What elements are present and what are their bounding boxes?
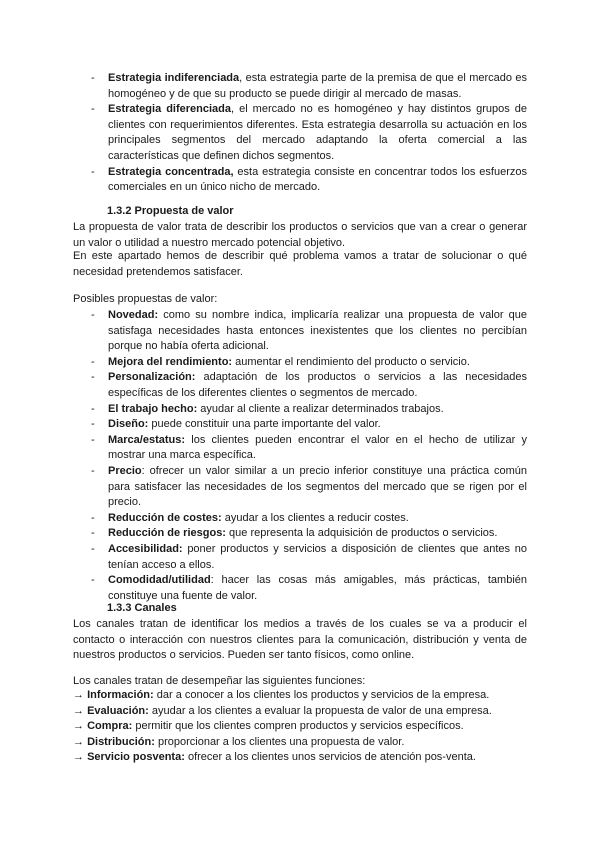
channels-paragraph-1: Los canales tratan de identificar los medios a través de los cuales se va a producir el contacto o interacción con nuestros clientes para la comunicación, distribución y venta de nuestros productos o servicios. Pueden ser tanto físicos, como online. [73,618,527,662]
list-item: - El trabajo hecho: ayudar al cliente a realizar determinados trabajos. [91,402,444,415]
list-item: - Personalización: adaptación de los productos o servicios a las necesidades específicas de los diferentes clientes o segmentos de mercado. [91,371,527,399]
arrow-icon: → [73,735,84,748]
value-paragraph-2: En este apartado hemos de describir qué problema vamos a tratar de solucionar o qué necesidad pretendemos satisfacer. [73,250,527,278]
list-item: → Distribución: proporcionar a los clientes una propuesta de valor. [73,735,405,748]
list-item: - Estrategia diferenciada, el mercado no es homogéneo y hay distintos grupos de clientes con requerimientos diferentes. Esta estrategia desarrolla su actuación en los principales segmentos del mercado adaptando la oferta comercial a las características que definen dichos segmentos. [91,103,527,162]
strategies-list [91,71,527,196]
list-item: - Novedad: como su nombre indica, implicaría realizar una propuesta de valor que satisfaga necesidades hasta entonces inexistentes que los clientes no percibían porque no había oferta adicional. [91,309,527,353]
list-item: → Servicio posventa: ofrecer a los clientes unos servicios de atención pos-venta. [73,751,476,764]
value-intro: Posibles propuestas de valor: [73,293,218,305]
list-item: - Mejora del rendimiento: aumentar el rendimiento del producto o servicio. [91,355,470,368]
list-item: - Accesibilidad: poner productos y servicios a disposición de clientes que antes no tenían acceso a ellos. [91,542,527,571]
list-item: - Comodidad/utilidad: hacer las cosas más amigables, más prácticas, también constituye una fuente de valor. [91,574,527,602]
section-heading-value: 1.3.2 Propuesta de valor [107,205,234,217]
list-item: → Compra: permitir que los clientes compren productos y servicios específicos. [73,720,464,733]
list-item: - Diseño: puede constituir una parte importante del valor. [91,418,381,431]
list-item: - Reducción de costes: ayudar a los clientes a reducir costes. [91,511,409,524]
arrow-icon: → [73,704,84,717]
arrow-icon: → [73,689,84,701]
channels-intro: Los canales tratan de desempeñar las siguientes funciones: [73,675,366,687]
value-paragraph-1: La propuesta de valor trata de describir los productos o servicios que van a crear o generar un valor o utilidad a nuestro mercado potencial objetivo. [73,221,527,249]
section-heading-channels: 1.3.3 Canales [107,602,177,614]
channel-functions-list [73,688,527,766]
list-item: - Precio: ofrecer un valor similar a un precio inferior constituye una práctica común para satisfacer las necesidades de los segmentos del mercado que se rigen por el precio. [91,464,527,509]
arrow-icon: → [73,720,84,733]
list-item: - Estrategia indiferenciada, esta estrategia parte de la premisa de que el mercado es homogéneo y de que su producto se puede dirigir al mercado de masas. [91,72,527,100]
list-item: - Estrategia concentrada, esta estrategia consiste en concentrar todos los esfuerzos comerciales en un único nicho de mercado. [91,165,527,194]
list-item: → Información: dar a conocer a los clientes los productos y servicios de la empresa. [73,689,490,701]
list-item: - Marca/estatus: los clientes pueden encontrar el valor en el hecho de utilizar y mostrar una marca específica. [91,433,527,462]
list-item: → Evaluación: ayudar a los clientes a evaluar la propuesta de valor de una empresa. [73,704,492,717]
list-item: - Reducción de riesgos: que representa la adquisición de productos o servicios. [91,527,498,540]
arrow-icon: → [73,751,84,764]
value-propositions-list [91,308,527,604]
